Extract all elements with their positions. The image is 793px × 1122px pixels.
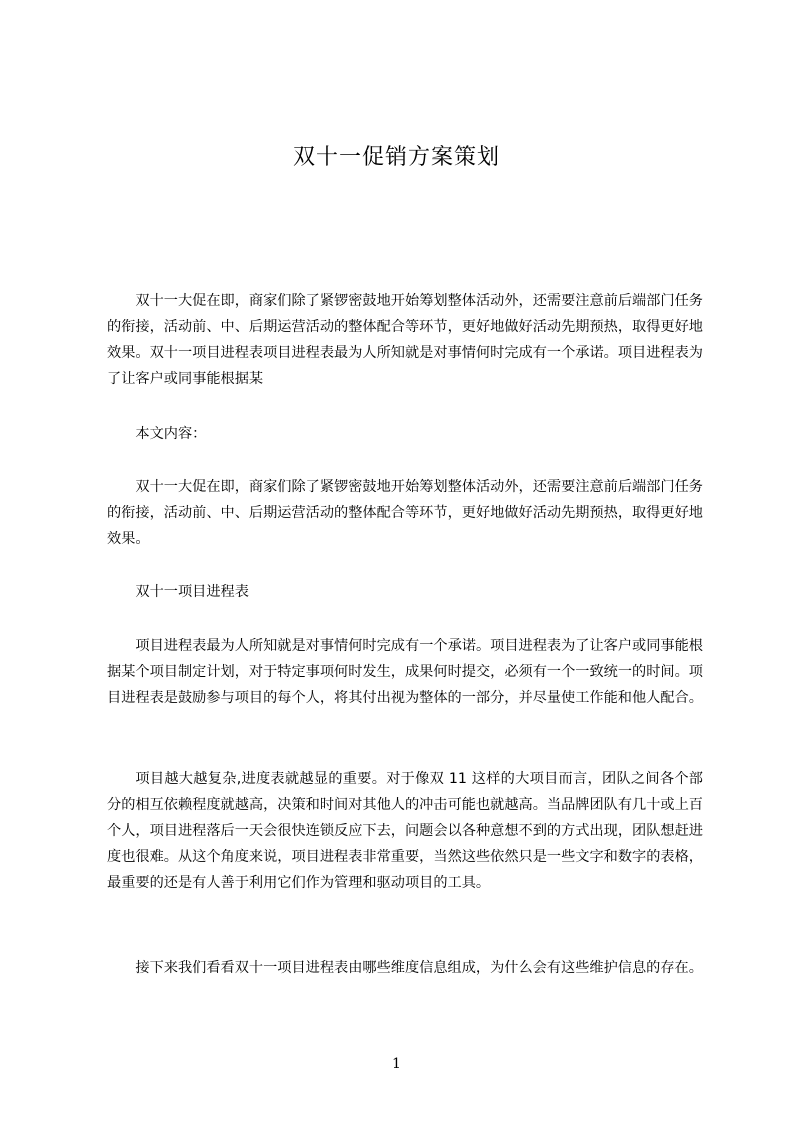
intro-paragraph: 双十一大促在即，商家们除了紧锣密鼓地开始筹划整体活动外，还需要注意前后端部门任务的衔接，活动前、中、后期运营活动的整体配合等环节，更好地做好活动先期预热，取得更好地效果。双十一项目进程表项目进程表最为人所知就是对事情何时完成有一个承诺。项目进程表为了让客户或同事能根据某 bbox=[107, 293, 703, 387]
content-label: 本文内容： bbox=[135, 426, 207, 442]
section-heading: 双十一项目进程表 bbox=[135, 584, 249, 600]
page-number: 1 bbox=[392, 1056, 401, 1072]
paragraph-3: 项目越大越复杂,进度表就越显的重要。对于像双 11 这样的大项目而言，团队之间各个部分的相互依赖程度就越高，决策和时间对其他人的冲击可能也就越高。当品牌团队有几十或上百个人，项目进程落后一天会很快连锁反应下去，问题会以各种意想不到的方式出现，团队想赶进度也很难。从这个角度来说，项目进程表非常重要，当然这些依然只是一些文字和数字的表格，最重要的还是有人善于利用它们作为管理和驱动项目的工具。 bbox=[107, 771, 703, 891]
paragraph-4: 接下来我们看看双十一项目进程表由哪些维度信息组成，为什么会有这些维护信息的存在。 bbox=[135, 960, 703, 976]
document-title: 双十一促销方案策划 bbox=[292, 145, 500, 170]
paragraph-2: 项目进程表最为人所知就是对事情何时完成有一个承诺。项目进程表为了让客户或同事能根据某个项目制定计划，对于特定事项何时发生，成果何时提交，必须有一个一致统一的时间。项目进程表是鼓励参与项目的每个人，将其付出视为整体的一部分，并尽量使工作能和他人配合。 bbox=[107, 638, 703, 706]
paragraph-1: 双十一大促在即，商家们除了紧锣密鼓地开始筹划整体活动外，还需要注意前后端部门任务的衔接，活动前、中、后期运营活动的整体配合等环节，更好地做好活动先期预热，取得更好地效果。 bbox=[107, 479, 703, 547]
